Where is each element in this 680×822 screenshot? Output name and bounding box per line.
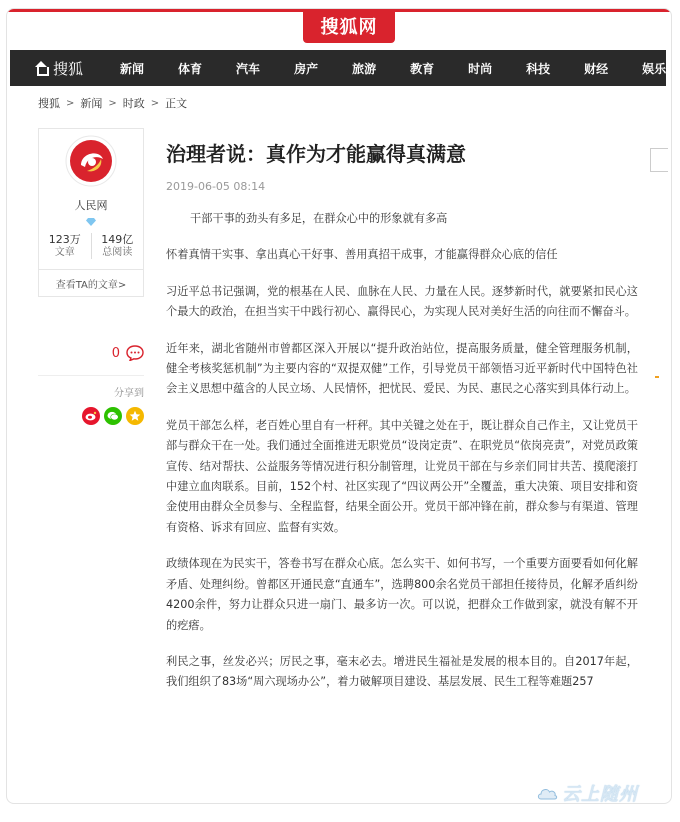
share-label: 分享到	[114, 388, 144, 399]
wechat-icon[interactable]	[104, 407, 122, 425]
nav-item-realestate[interactable]: 房产	[294, 61, 319, 76]
breadcrumb-sohu[interactable]: 搜狐	[38, 97, 60, 110]
article-title: 治理者说：真作为才能赢得真满意	[166, 142, 466, 166]
article-paragraph: 政绩体现在为民实干，答卷书写在群众心底。怎么实干、如何书写，一个重要方面要看如何化解矛盾、处理纠纷。曾都区开通民意“直通车”，选聘800余名党员干部担任接待员，化解矛盾纠纷4200余件，努力让群众只进一扇门、最多访一次。可以说，把群众工作做到家，就没有解不开的疙瘩。	[166, 557, 638, 632]
article-paragraph: 利民之事，丝发必兴；厉民之事，毫末必去。增进民生福祉是发展的根本目的。自2017年起，我们组织了83场“周六现场办公”，着力破解项目建设、基层发展、民生工程等难题257	[166, 654, 638, 689]
top-navbar	[10, 50, 666, 86]
breadcrumb-chevron-icon: >	[150, 97, 160, 109]
breadcrumb-chevron-icon: >	[66, 97, 75, 109]
nav-item-fashion[interactable]: 时尚	[468, 61, 493, 76]
breadcrumb-news[interactable]: 新闻	[80, 97, 103, 110]
article-lead: 干部干事的劲头有多足，在群众心中的形象就有多高	[190, 212, 448, 225]
avatar[interactable]	[65, 135, 117, 187]
stat-reads-label: 总阅读	[102, 247, 133, 258]
nav-item-news[interactable]: 新闻	[120, 61, 145, 76]
breadcrumb-politics[interactable]: 时政	[122, 97, 145, 110]
article-paragraph: 近年来，湖北省随州市曾都区深入开展以“提升政治站位，提高服务质量，健全管理服务机制，健全考核奖惩机制”为主要内容的“双提双健”工作，引导党员干部领悟习近平新时代中国特色社会主义思想中蕴含的人民立场、人民情怀，把忧民、爱民、为民、惠民之心落实到具体行动上。	[166, 341, 638, 396]
share-icons	[38, 407, 144, 425]
weibo-icon[interactable]	[82, 407, 100, 425]
right-edge-widget[interactable]	[650, 148, 668, 172]
watermark	[536, 780, 638, 806]
article-main	[166, 140, 638, 693]
stat-reads-count: 149亿	[101, 233, 134, 246]
author-stats	[39, 233, 143, 259]
author-sidebar	[38, 128, 144, 425]
nav-item-tech[interactable]: 科技	[526, 61, 551, 76]
breadcrumb	[38, 95, 187, 111]
article-paragraph: 习近平总书记强调，党的根基在人民、血脉在人民、力量在人民。逐梦新时代，就要紧扣民心这个最大的政治，在担当实干中践行初心、赢得民心，为实现人民对美好生活的向往而不懈奋斗。	[166, 284, 638, 319]
nav-item-travel[interactable]: 旅游	[352, 61, 377, 76]
nav-logo-text: 搜狐	[53, 59, 84, 78]
view-author-articles-link[interactable]: 查看TA的文章>	[39, 269, 143, 296]
nav-item-sports[interactable]: 体育	[178, 61, 203, 76]
author-card	[38, 128, 144, 297]
qzone-star-icon[interactable]	[126, 407, 144, 425]
stat-articles-label: 文章	[54, 247, 75, 258]
nav-item-finance[interactable]: 财经	[584, 61, 609, 76]
nav-home-logo[interactable]	[10, 50, 95, 86]
stat-articles-count: 123万	[48, 233, 81, 246]
breadcrumb-current: 正文	[165, 97, 188, 110]
sidebar-divider	[38, 375, 144, 376]
article-paragraph: 党员干部怎么样，老百姓心里自有一杆秤。其中关键之处在于，既让群众自己作主，又让党员干部与群众干在一处。我们通过全面推进无职党员“设岗定责”、在职党员“依岗亮责”，对党员政策宣传、结对帮扶、公益服务等情况进行积分制管理，让党员干部在与乡亲们同甘共苦、摸爬滚打中建立血肉联系。目前，152个村、社区实现了“四议两公开”全覆盖，重大决策、项目安排和资金使用由群众全员参与、全程监督，结果全面公开。党员干部冲锋在前，群众参与有渠道、管理有资格、诉求有回应、监督有实效。	[166, 418, 638, 534]
site-brand-tab[interactable]: 搜狐网	[303, 9, 395, 43]
article-paragraph: 怀着真情干实事、拿出真心干好事、善用真招干成事，才能赢得群众心底的信任	[166, 248, 558, 262]
verified-diamond-icon	[86, 217, 96, 227]
breadcrumb-chevron-icon: >	[108, 97, 117, 109]
comment-area[interactable]	[38, 345, 144, 361]
cloud-logo-icon	[536, 782, 558, 804]
article-date: 2019-06-05 08:14	[166, 180, 266, 193]
stat-reads	[91, 233, 144, 259]
comment-count: 0	[111, 345, 120, 361]
right-edge-marker	[655, 376, 659, 378]
nav-item-auto[interactable]: 汽车	[236, 61, 261, 76]
author-name[interactable]: 人民网	[74, 199, 108, 212]
home-icon	[34, 61, 48, 75]
watermark-text: 云上随州	[562, 784, 638, 805]
nav-item-education[interactable]: 教育	[410, 61, 435, 76]
nav-item-entertainment[interactable]: 娱乐	[642, 61, 666, 76]
stat-articles	[39, 233, 91, 259]
comment-bubble-icon[interactable]	[126, 345, 144, 361]
